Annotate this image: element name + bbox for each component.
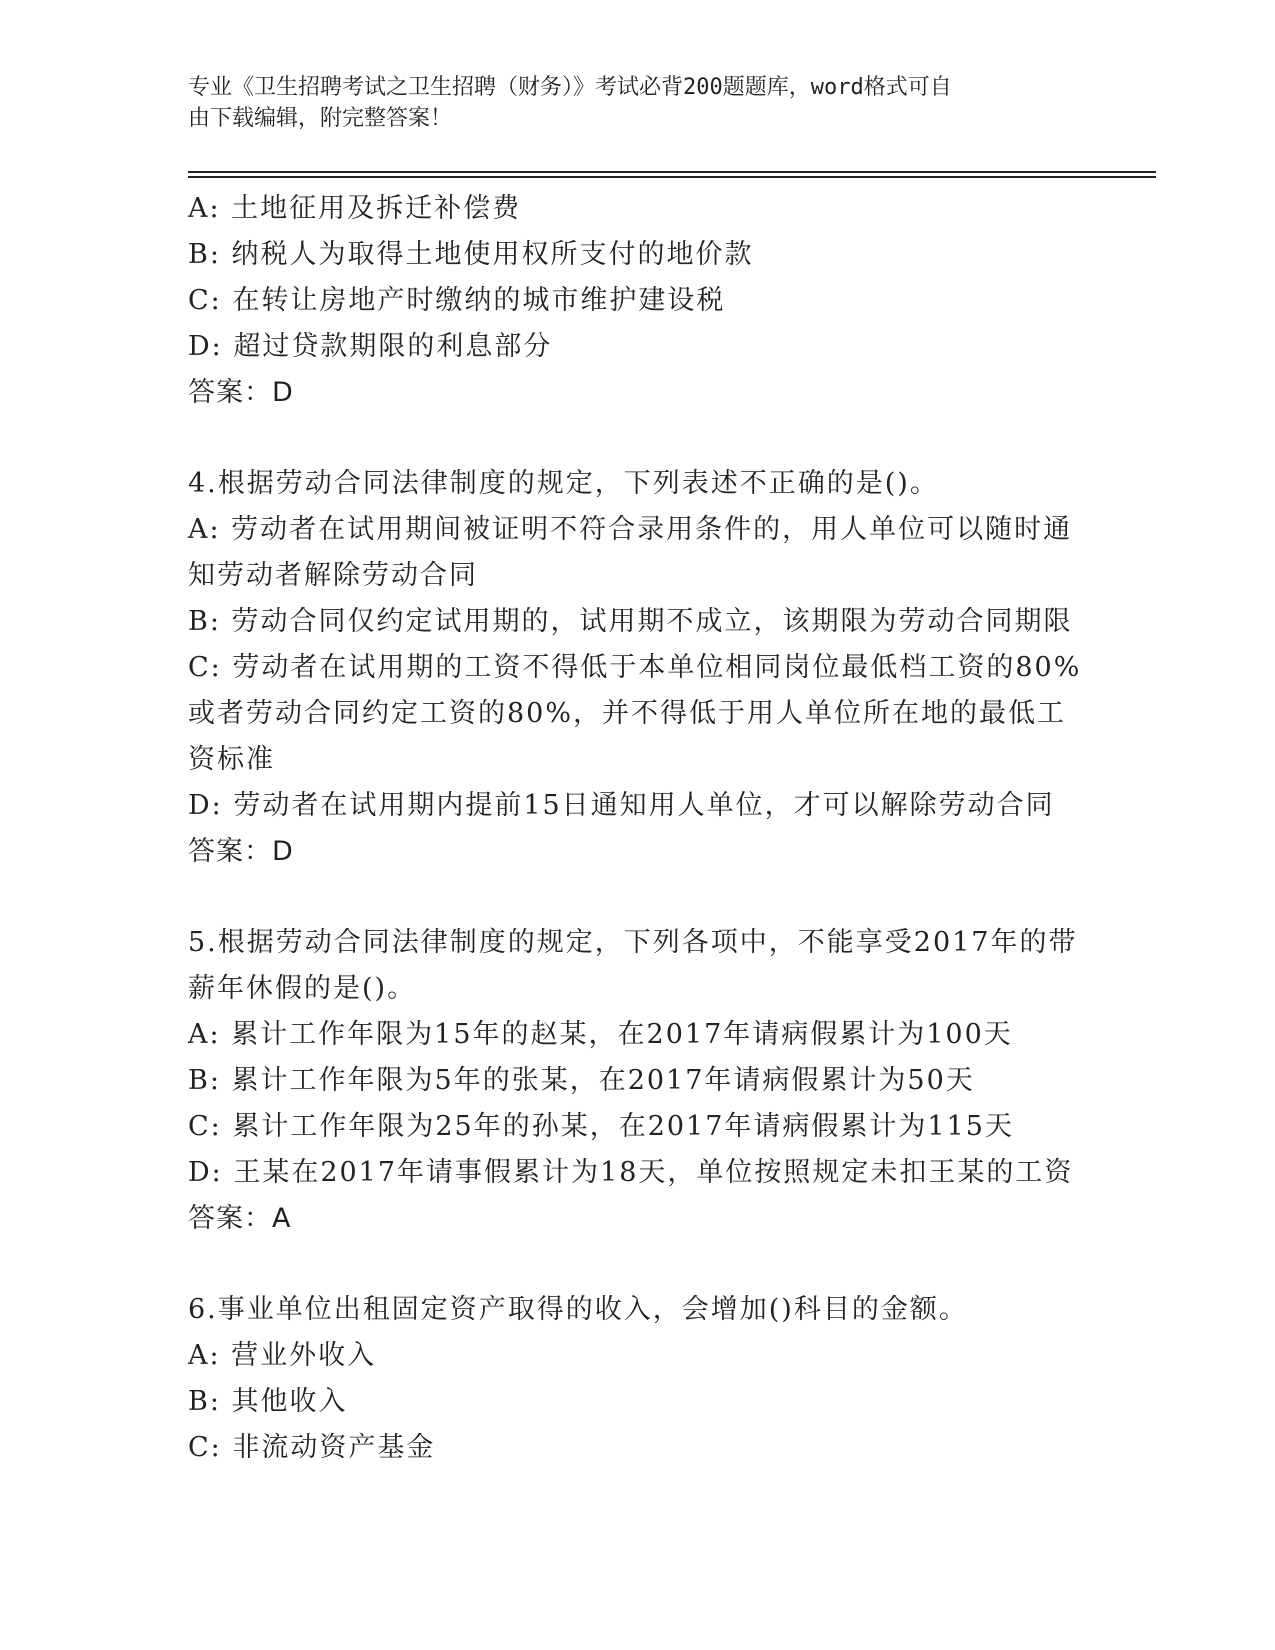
- header-divider-bottom: [188, 176, 1156, 178]
- option-a: A: 累计工作年限为15年的赵某，在2017年请病假累计为100天: [188, 1019, 1013, 1050]
- spacer: [188, 1242, 1088, 1287]
- option-c: C: 劳动者在试用期的工资不得低于本单位相同岗位最低档工资的80%: [188, 652, 1082, 683]
- option-c: C: 累计工作年限为25年的孙某，在2017年请病假累计为115天: [188, 1111, 1014, 1142]
- option-d: D: 王某在2017年请事假累计为18天，单位按照规定未扣王某的工资: [188, 1157, 1074, 1188]
- header-line-2: 由下载编辑，附完整答案！: [188, 106, 453, 131]
- question-4-block: [188, 461, 1088, 875]
- option-a: A: 营业外收入: [188, 1340, 377, 1371]
- document-body: [188, 186, 1088, 1471]
- option-a-continued: 知劳动者解除劳动合同: [188, 560, 478, 591]
- header-divider-top: [188, 171, 1156, 173]
- question-text: 6.事业单位出租固定资产取得的收入，会增加()科目的金额。: [188, 1294, 968, 1325]
- option-c-continued-2: 资标准: [188, 744, 275, 775]
- answer-label: 答案：D: [188, 377, 294, 408]
- option-b: B: 其他收入: [188, 1386, 348, 1417]
- header-line-1: 专业《卫生招聘考试之卫生招聘（财务）》考试必背200题题库，word格式可自: [188, 75, 952, 100]
- option-d: D: 超过贷款期限的利息部分: [188, 331, 553, 362]
- option-c: C: 在转让房地产时缴纳的城市维护建设税: [188, 285, 726, 316]
- option-b: B: 累计工作年限为5年的张某，在2017年请病假累计为50天: [188, 1065, 975, 1096]
- option-d: D: 劳动者在试用期内提前15日通知用人单位，才可以解除劳动合同: [188, 790, 1055, 821]
- question-text-continued: 薪年休假的是()。: [188, 973, 417, 1004]
- answer-label: 答案：D: [188, 836, 294, 867]
- question-6-block: [188, 1287, 1088, 1471]
- spacer: [188, 875, 1088, 920]
- document-header: [188, 72, 1068, 134]
- option-a: A: 劳动者在试用期间被证明不符合录用条件的，用人单位可以随时通: [188, 514, 1073, 545]
- question-text: 5.根据劳动合同法律制度的规定，下列各项中，不能享受2017年的带: [188, 927, 1078, 958]
- option-b: B: 纳税人为取得土地使用权所支付的地价款: [188, 239, 754, 270]
- question-text: 4.根据劳动合同法律制度的规定，下列表述不正确的是()。: [188, 468, 939, 499]
- question-3-block: [188, 186, 1088, 416]
- question-5-block: [188, 920, 1088, 1242]
- option-b: B: 劳动合同仅约定试用期的，试用期不成立，该期限为劳动合同期限: [188, 606, 1073, 637]
- option-a: A: 土地征用及拆迁补偿费: [188, 193, 522, 224]
- option-c: C: 非流动资产基金: [188, 1432, 436, 1463]
- answer-label: 答案：A: [188, 1203, 292, 1234]
- spacer: [188, 416, 1088, 461]
- option-c-continued: 或者劳动合同约定工资的80%，并不得低于用人单位所在地的最低工: [188, 698, 1067, 729]
